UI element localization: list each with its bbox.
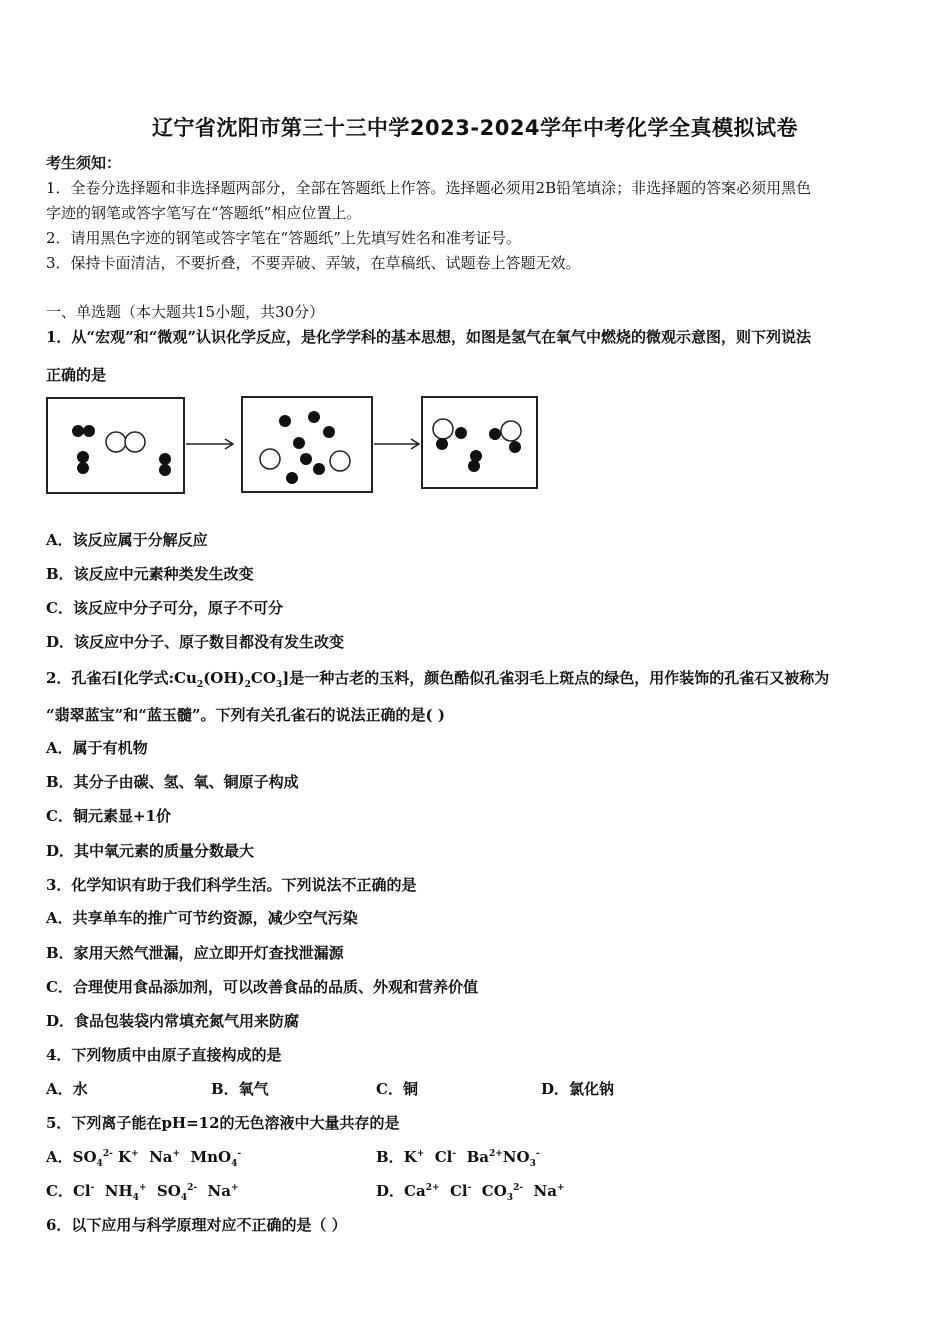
q5-option-b: B．K+ Cl- $Ba^{2+}NO_3^-$ bbox=[376, 1148, 540, 1169]
q2-stem-line-2: “翡翠蓝宝”和“蓝玉髓”。下列有关孔雀石的说法正确的是( ) bbox=[46, 706, 445, 724]
product-box bbox=[422, 397, 537, 488]
q5-option-a: A．$SO_4^{2-}$ K+ Na+ MnO$_4$- bbox=[46, 1148, 242, 1169]
q6-stem: 6．以下应用与科学原理对应不正确的是（ ） bbox=[46, 1216, 347, 1234]
q4-option-c: C．铜 bbox=[376, 1080, 418, 1098]
reactant-box bbox=[47, 398, 184, 493]
q3-stem: 3．化学知识有助于我们科学生活。下列说法不正确的是 bbox=[46, 876, 417, 894]
q4-option-d: D．氯化钠 bbox=[541, 1080, 615, 1098]
arrow-2 bbox=[374, 439, 419, 449]
q3-option-c: C．合理使用食品添加剂，可以改善食品的品质、外观和营养价值 bbox=[46, 978, 478, 996]
arrow-1 bbox=[186, 439, 233, 449]
notice-line-1: 1．全卷分选择题和非选择题两部分，全部在答题纸上作答。选择题必须用2B铅笔填涂；非选择题的答案必须用黑色 bbox=[46, 179, 812, 197]
q4-option-b: B．氧气 bbox=[211, 1080, 269, 1098]
intermediate-box bbox=[242, 397, 372, 492]
q3-option-d: D．食品包装袋内常填充氮气用来防腐 bbox=[46, 1012, 300, 1030]
q5-stem: 5．下列离子能在pH=12的无色溶液中大量共存的是 bbox=[46, 1114, 400, 1132]
q2-option-b: B．其分子由碳、氢、氧、铜原子构成 bbox=[46, 773, 299, 791]
q2-stem-line-1: 2．孔雀石[化学式$:Cu_2(OH)_2CO_3$]是一种古老的玉料，颜色酷似孔雀羽毛上斑点的绿色，用作装饰的孔雀石又被称为 bbox=[46, 669, 830, 690]
q1-option-c: C．该反应中分子可分，原子不可分 bbox=[46, 599, 283, 617]
page-title: 辽宁省沈阳市第三十三中学2023-2024学年中考化学全真模拟试卷 bbox=[151, 116, 799, 140]
q4-stem: 4．下列物质中由原子直接构成的是 bbox=[46, 1046, 282, 1064]
q5-option-c: C．Cl- $NH_4^+$ $SO_4^{2-}$ Na+ bbox=[46, 1182, 239, 1203]
q3-option-a: A．共享单车的推广可节约资源，减少空气污染 bbox=[46, 909, 358, 927]
q5-option-d: D．$Ca^{2+}$ Cl- $CO_3^{2-}$ Na+ bbox=[376, 1182, 565, 1203]
reaction-diagram bbox=[44, 394, 544, 496]
q1-stem-line-1: 1．从“宏观”和“微观”认识化学反应，是化学学科的基本思想，如图是氢气在氧气中燃烧的微观示意图，则下列说法 bbox=[46, 328, 811, 346]
section-heading: 一、单选题（本大题共15小题，共30分） bbox=[46, 303, 325, 321]
q2-option-a: A．属于有机物 bbox=[46, 739, 148, 757]
notice-line-4: 3．保持卡面清洁，不要折叠，不要弄破、弄皱，在草稿纸、试题卷上答题无效。 bbox=[46, 254, 581, 272]
notice-heading: 考生须知： bbox=[46, 154, 122, 172]
q1-option-b: B．该反应中元素种类发生改变 bbox=[46, 565, 254, 583]
q1-option-a: A．该反应属于分解反应 bbox=[46, 531, 208, 549]
notice-line-3: 2．请用黑色字迹的钢笔或答字笔在“答题纸”上先填写姓名和准考证号。 bbox=[46, 229, 521, 247]
q1-option-d: D．该反应中分子、原子数目都没有发生改变 bbox=[46, 633, 345, 651]
q4-option-a: A．水 bbox=[46, 1080, 88, 1098]
q2-option-c: C．铜元素显+1价 bbox=[46, 807, 171, 825]
q2-option-d: D．其中氧元素的质量分数最大 bbox=[46, 842, 255, 860]
q1-stem-line-2: 正确的是 bbox=[46, 366, 107, 384]
q3-option-b: B．家用天然气泄漏，应立即开灯查找泄漏源 bbox=[46, 944, 344, 962]
notice-line-2: 字迹的钢笔或答字笔写在“答题纸”相应位置上。 bbox=[46, 204, 362, 222]
